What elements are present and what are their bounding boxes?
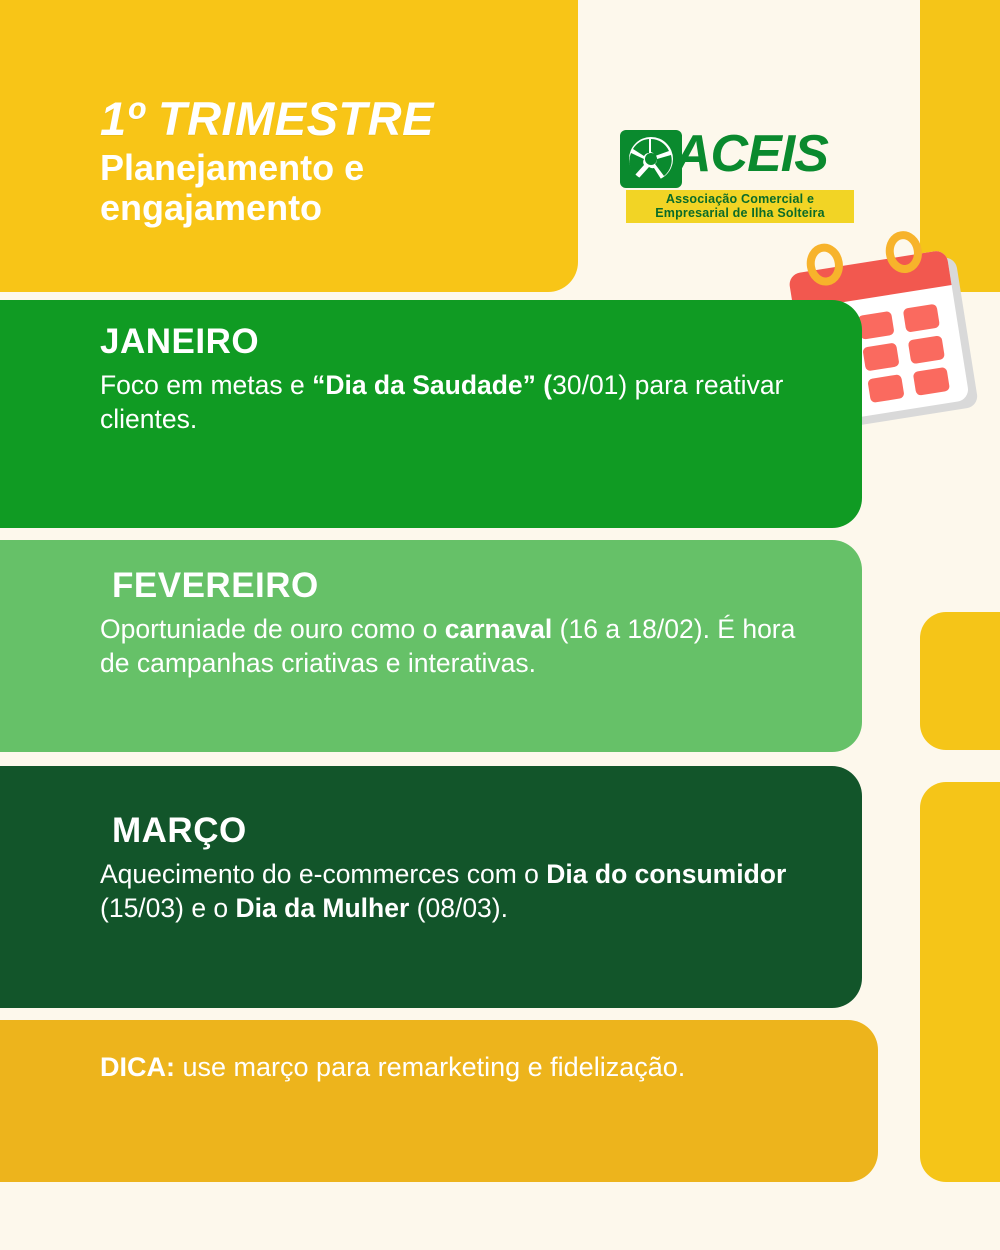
card-marco-text: Aquecimento do e-commerces com o Dia do consumidor (15/03) e o Dia da Mulher (08/03). bbox=[100, 859, 787, 924]
header-text-block bbox=[100, 92, 570, 228]
aceis-wordmark: ACEIS bbox=[674, 125, 828, 183]
bottom-band bbox=[0, 1182, 1000, 1250]
page-subtitle-line-2: engajamento bbox=[100, 186, 323, 228]
aceis-tagline-line-1: Associação Comercial e bbox=[665, 192, 815, 206]
card-marco bbox=[0, 766, 862, 1008]
page-title: 1º TRIMESTRE bbox=[100, 92, 434, 145]
decorative-strip-bottom bbox=[920, 782, 1000, 1182]
aceis-spiral-icon bbox=[620, 130, 682, 188]
card-marco-month: MARÇO bbox=[112, 811, 247, 850]
card-janeiro-month: JANEIRO bbox=[100, 322, 260, 361]
card-fevereiro bbox=[0, 540, 862, 752]
card-dica-text: DICA: use março para remarketing e fidelização. bbox=[100, 1052, 686, 1082]
aceis-tagline bbox=[626, 190, 854, 223]
card-fevereiro-month: FEVEREIRO bbox=[112, 566, 319, 605]
card-janeiro bbox=[0, 300, 862, 528]
card-fevereiro-text: Oportuniade de ouro como o carnaval (16 a 18/02). É hora de campanhas criativas e interativas. bbox=[100, 614, 796, 679]
page-subtitle-line-1: Planejamento e bbox=[100, 147, 365, 188]
card-dica bbox=[0, 1020, 878, 1182]
card-janeiro-text: Foco em metas e “Dia da Saudade” (30/01) para reativar clientes. bbox=[100, 370, 784, 435]
decorative-strip-middle bbox=[920, 612, 1000, 750]
aceis-logo bbox=[612, 125, 862, 223]
aceis-tagline-line-2: Empresarial de Ilha Solteira bbox=[655, 206, 825, 220]
